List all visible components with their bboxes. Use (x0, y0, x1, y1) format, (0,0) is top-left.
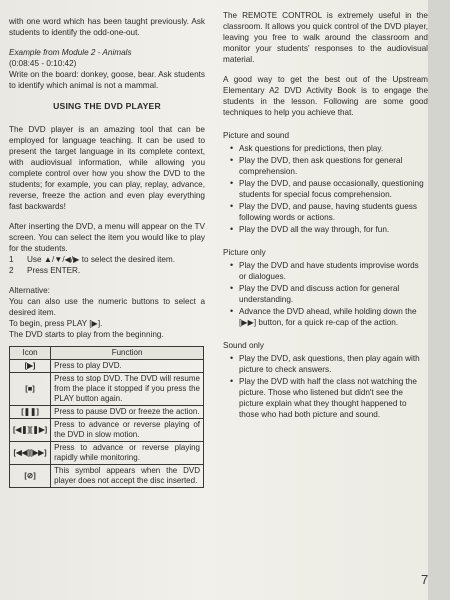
list-item: • Play the DVD all the way through, for fun. (239, 224, 428, 235)
fast-scan-icon: [◀◀][▶▶] (10, 442, 51, 465)
list-item: • Advance the DVD ahead, while holding down the [▶▶] button, for a quick re-cap of the action. (239, 306, 428, 328)
step-2 (9, 265, 205, 276)
page-edge-strip (428, 0, 450, 600)
table-header-icon: Icon (10, 347, 51, 360)
right-column (223, 10, 428, 421)
prohibited-icon: [⊘] (10, 465, 51, 488)
section-heading: USING THE DVD PLAYER (53, 101, 161, 111)
table-header-row (10, 347, 204, 360)
table-cell-function: Press to stop DVD. The DVD will resume from the place it stopped if you press the PLAY button again. (51, 373, 204, 406)
table-cell-function: Press to advance or reverse playing rapidly while monitoring. (51, 442, 204, 465)
section-picture-only (223, 247, 428, 328)
section-sound-only (223, 340, 428, 420)
table-header-function: Function (51, 347, 204, 360)
step-2-number: 2 (9, 266, 14, 275)
table-row (10, 465, 204, 488)
table-row (10, 373, 204, 406)
page-number: 7 (421, 572, 429, 587)
section-title: Sound only (223, 341, 264, 350)
list-item: • Play the DVD, ask questions, then play again with picture to check answers. (239, 353, 428, 375)
step-1 (9, 254, 205, 265)
technique-list (223, 353, 428, 420)
table-row (10, 406, 204, 419)
alternative-text: You can also use the numeric buttons to select a desired item. (9, 297, 205, 317)
stop-icon: [■] (10, 373, 51, 406)
list-item: • Play the DVD with half the class not watching the picture. Those who listened but didn't see the picture explain what they thought happened to those who had both picture and sound. (239, 376, 428, 420)
pause-icon: [❚❚] (10, 406, 51, 419)
example-body: Write on the board: donkey, goose, bear. Ask students to identify which animal is not a mammal. (9, 70, 205, 90)
starts-text: The DVD starts to play from the beginning. (9, 330, 164, 339)
techniques-paragraph: A good way to get the best out of the Upstream Elementary A2 DVD Activity Book is to engage the students in the lesson. Following are some good techniques to help you achieve that. (223, 75, 428, 117)
menu-paragraph: After inserting the DVD, a menu will appear on the TV screen. You can select the item you would like to play for the students. (9, 222, 205, 253)
table-row (10, 442, 204, 465)
step-1-number: 1 (9, 255, 14, 264)
table-cell-function: Press to pause DVD or freeze the action. (51, 406, 204, 419)
icon-function-table (9, 346, 204, 488)
list-item: • Ask questions for predictions, then play. (239, 143, 428, 154)
list-item: • Play the DVD and have students improvise words or dialogues. (239, 260, 428, 282)
table-cell-function: Press to play DVD. (51, 360, 204, 373)
intro-text: with one word which has been taught previously. Ask students to identify the odd-one-out. (9, 17, 205, 37)
technique-list (223, 260, 428, 328)
begin-text: To begin, press PLAY [▶]. (9, 319, 103, 328)
section-title: Picture and sound (223, 131, 289, 140)
slow-motion-icon: [◀❚][❚▶] (10, 419, 51, 442)
dvd-intro-paragraph: The DVD player is an amazing tool that can be employed for language teaching. It can be used to present the target language in its complete context, with audiovisual information, while allowing you complete control over how you show the DVD to the students; for example, you can play, replay, advance, reverse, freeze the action and even play everything fast backwards! (9, 125, 205, 211)
table-row (10, 360, 204, 373)
section-picture-and-sound (223, 130, 428, 235)
table-cell-function: Press to advance or reverse playing of the DVD in slow motion. (51, 419, 204, 442)
play-icon: [▶] (10, 360, 51, 373)
table-row (10, 419, 204, 442)
technique-list (223, 143, 428, 235)
list-item: • Play the DVD and discuss action for general understanding. (239, 283, 428, 305)
section-title: Picture only (223, 248, 266, 257)
left-column (9, 16, 205, 488)
example-label: Example from Module 2 - Animals (9, 48, 132, 57)
step-1-text: Use ▲/▼/◀/▶ to select the desired item. (27, 255, 176, 264)
step-2-text: Press ENTER. (27, 266, 81, 275)
list-item: • Play the DVD, and pause occasionally, questioning students for special focus comprehension. (239, 178, 428, 200)
list-item: • Play the DVD, and pause, having students guess following words or actions. (239, 201, 428, 223)
alternative-title: Alternative: (9, 286, 50, 295)
example-time: (0:08:45 - 0:10:42) (9, 59, 77, 68)
list-item: • Play the DVD, then ask questions for general comprehension. (239, 155, 428, 177)
remote-control-paragraph: The REMOTE CONTROL is extremely useful in the classroom. It allows you quick control of the DVD player, leaving you free to walk around the classroom and monitor your students' responses to the audiovisual material. (223, 11, 428, 64)
table-cell-function: This symbol appears when the DVD player does not accept the disc inserted. (51, 465, 204, 488)
